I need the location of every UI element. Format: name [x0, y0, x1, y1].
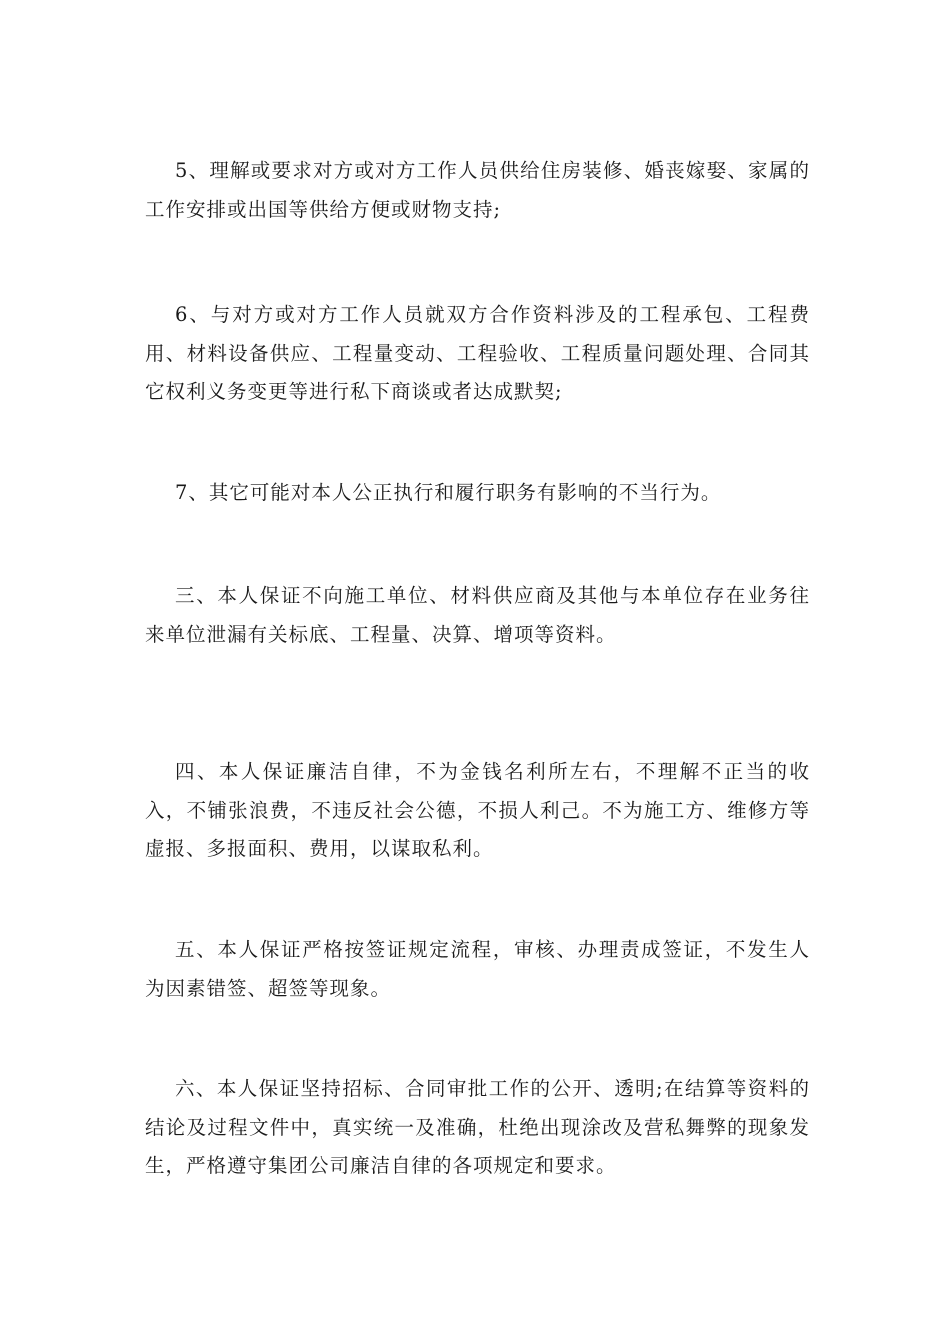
paragraph-item-7: 7、其它可能对本人公正执行和履行职务有影响的不当行为。	[175, 481, 722, 504]
paragraph-section-4: 四、本人保证廉洁自律，不为金钱名利所左右，不理解不正当的收入，不铺张浪费，不违反社会公德，不损人利己。不为施工方、维修方等虚报、多报面积、费用，以谋取私利。	[145, 760, 810, 860]
paragraph-section-6: 六、本人保证坚持招标、合同审批工作的公开、透明;在结算等资料的结论及过程文件中，真实统一及准确，杜绝出现涂改及营私舞弊的现象发生，严格遵守集团公司廉洁自律的各项规定和要求。	[145, 1077, 810, 1177]
paragraph-item-6: 6、与对方或对方工作人员就双方合作资料涉及的工程承包、工程费用、材料设备供应、工程量变动、工程验收、工程质量问题处理、合同其它权利义务变更等进行私下商谈或者达成默契;	[145, 303, 810, 403]
paragraph-section-3: 三、本人保证不向施工单位、材料供应商及其他与本单位存在业务往来单位泄漏有关标底、工程量、决算、增项等资料。	[145, 584, 810, 646]
paragraph-section-5: 五、本人保证严格按签证规定流程，审核、办理责成签证，不发生人为因素错签、超签等现象。	[145, 938, 810, 1000]
paragraph-item-5: 5、理解或要求对方或对方工作人员供给住房装修、婚丧嫁娶、家属的工作安排或出国等供给方便或财物支持;	[145, 159, 810, 221]
